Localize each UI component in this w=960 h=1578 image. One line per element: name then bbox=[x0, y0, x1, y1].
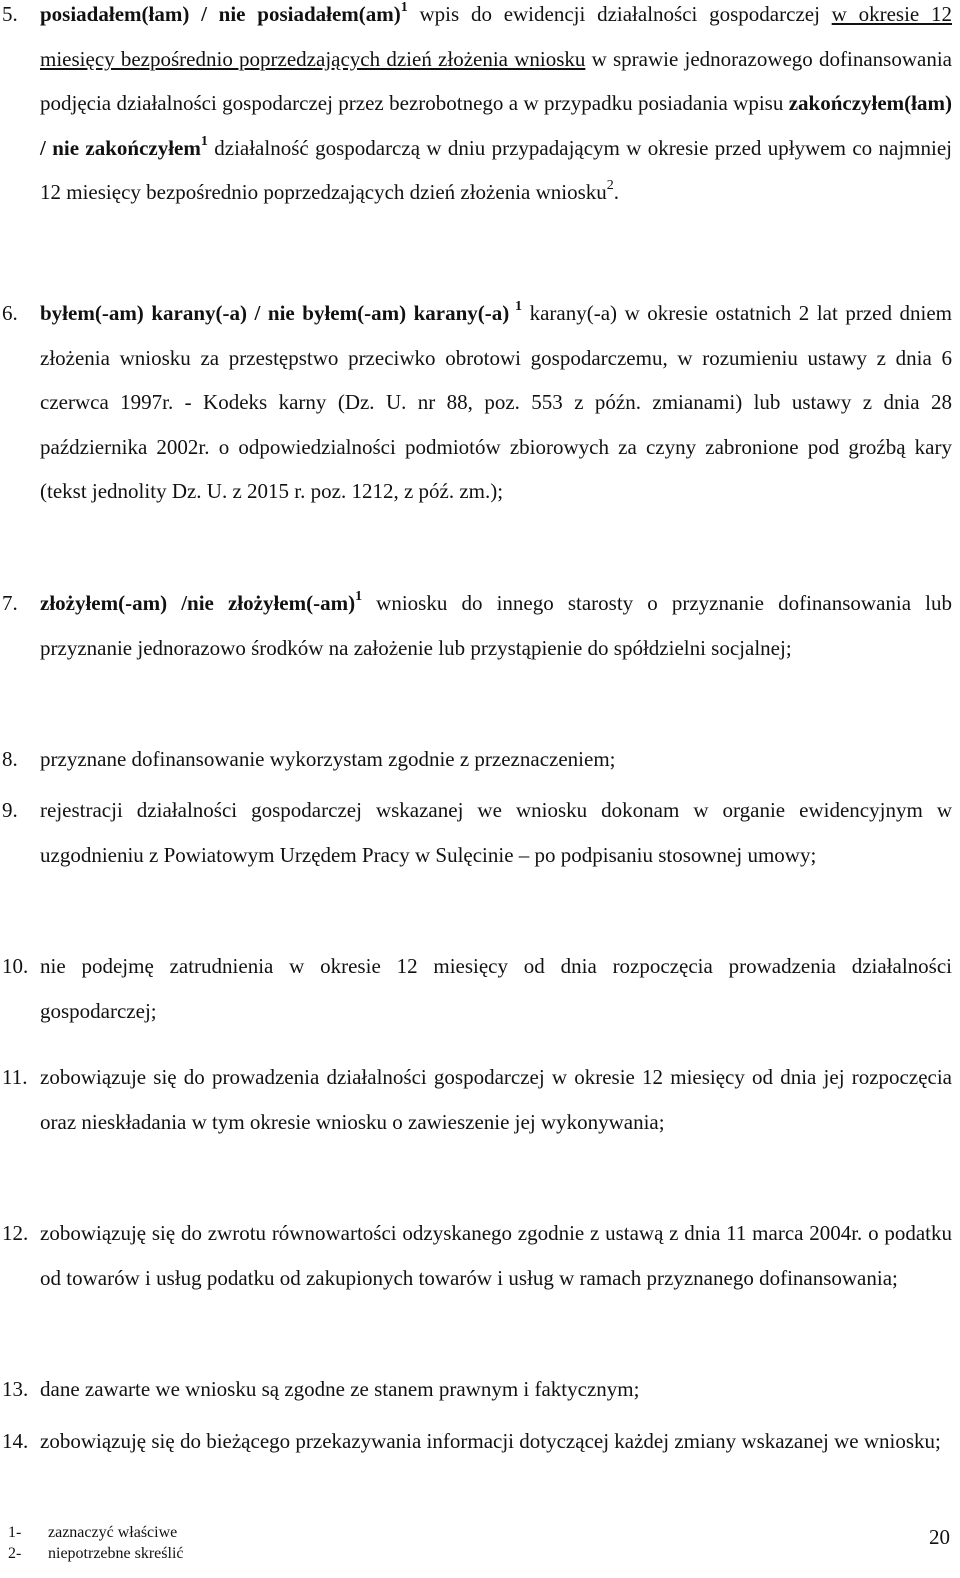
item-text bbox=[40, 291, 952, 514]
text-run: zobowiązuję się do zwrotu równowartości odzyskanego zgodnie z ustawą z dnia 11 marca 2004r. o podatku od towarów i usług podatku od zakupionych towarów i usług w ramach przyznanego dofinansowania; bbox=[40, 1221, 952, 1290]
text-run: . bbox=[613, 180, 620, 205]
item-text bbox=[40, 1211, 952, 1300]
item-text bbox=[40, 581, 952, 670]
text-run: 2 bbox=[606, 178, 614, 194]
text-run: wniosku do innego starosty o przyznanie dofinansowania lub przyznanie jednorazowo środków na założenie lub przystąpienie do spółdzielni socjalnej; bbox=[40, 591, 952, 660]
item-number: 12. bbox=[2, 1221, 29, 1245]
item-text bbox=[40, 1055, 952, 1144]
item-number: 7. bbox=[2, 591, 18, 615]
footnote-2 bbox=[8, 1543, 184, 1564]
item-number: 6. bbox=[2, 301, 18, 325]
footnote-number: 2- bbox=[8, 1545, 22, 1562]
page-number: 20 bbox=[929, 1525, 950, 1549]
text-run: zobowiązuje się do prowadzenia działalności gospodarczej w okresie 12 miesięcy od dnia jej rozpoczęcia oraz nieskładania w tym okresie wniosku o zawieszenie jej wykonywania; bbox=[40, 1065, 952, 1134]
text-run: 1 bbox=[509, 299, 523, 314]
text-run: byłem(-am) karany(-a) / nie byłem(-am) karany(-a) bbox=[40, 301, 510, 325]
item-number: 8. bbox=[2, 747, 18, 771]
list-item-10 bbox=[0, 944, 952, 1033]
text-run: zakończyłem(łam) / nie zakończyłem bbox=[40, 91, 952, 160]
item-text bbox=[40, 1367, 952, 1412]
list-item-5 bbox=[0, 0, 952, 215]
item-text bbox=[40, 1424, 952, 1458]
list-item-11 bbox=[0, 1055, 952, 1144]
text-run: działalność gospodarczą w dniu przypadającym w okresie przed upływem co najmniej 12 miesięcy bezpośrednio poprzedzających dzień złożenia wniosku bbox=[40, 135, 952, 205]
item-number: 11. bbox=[2, 1065, 28, 1089]
text-run: w okresie 12 miesięcy bezpośrednio poprzedzających dzień złożenia wniosku bbox=[40, 2, 952, 71]
list-item-7 bbox=[0, 581, 952, 670]
text-run: 1 bbox=[200, 133, 208, 149]
text-run: rejestracji działalności gospodarczej wskazanej we wniosku dokonam w organie ewidencyjnym w uzgodnieniu z Powiatowym Urzędem Pracy w Sulęcinie – po podpisaniu stosownej umowy; bbox=[40, 798, 952, 867]
list-item-8 bbox=[0, 737, 952, 782]
item-text bbox=[40, 737, 952, 782]
footnotes bbox=[8, 1522, 184, 1564]
item-number: 14. bbox=[2, 1429, 29, 1453]
item-number: 9. bbox=[2, 798, 18, 822]
list-item-12 bbox=[0, 1211, 952, 1300]
text-run: złożyłem(-am) /nie złożyłem(-am) bbox=[40, 591, 356, 615]
text-run: zobowiązuję się do bieżącego przekazywania informacji dotyczącej każdej zmiany wskazanej we wniosku; bbox=[40, 1429, 941, 1453]
list-item-6 bbox=[0, 291, 952, 514]
footnote-number: 1- bbox=[8, 1524, 22, 1541]
text-run: przyznane dofinansowanie wykorzystam zgodnie z przeznaczeniem; bbox=[40, 747, 616, 771]
item-number: 10. bbox=[2, 954, 29, 978]
item-number: 13. bbox=[2, 1377, 29, 1401]
text-run: wpis do ewidencji działalności gospodarczej bbox=[407, 2, 832, 26]
text-run: nie podejmę zatrudnienia w okresie 12 miesięcy od dnia rozpoczęcia prowadzenia działalności gospodarczej; bbox=[40, 954, 952, 1023]
item-text bbox=[40, 788, 952, 877]
item-text bbox=[40, 0, 952, 215]
text-run: karany(-a) w okresie ostatnich 2 lat przed dniem złożenia wniosku za przestępstwo przeciwko obrotowi gospodarczemu, w rozumieniu ustawy z dnia 6 czerwca 1997r. - Kodeks karny (Dz. U. nr 88, poz. 553 z późn. zmianami) lub ustawy z dnia 28 października 2002r. o odpowiedzialności podmiotów zbiorowych za czyny zabronione pod groźbą kary (tekst jednolity Dz. U. z 2015 r. poz. 1212, z póź. zm.); bbox=[40, 301, 953, 504]
text-run: 1 bbox=[355, 589, 363, 604]
footnote-text: niepotrzebne skreślić bbox=[48, 1545, 184, 1562]
item-text bbox=[40, 944, 952, 1033]
list-item-14 bbox=[0, 1424, 952, 1458]
text-run: posiadałem(łam) / nie posiadałem(am) bbox=[40, 2, 401, 26]
text-run: 1 bbox=[400, 0, 408, 15]
list-item-13 bbox=[0, 1367, 952, 1412]
list-item-9 bbox=[0, 788, 952, 877]
item-number: 5. bbox=[2, 2, 18, 26]
text-run: w sprawie jednorazowego dofinansowania podjęcia działalności gospodarczej przez bezrobotnego a w przypadku posiadania wpisu bbox=[40, 46, 952, 116]
text-run: dane zawarte we wniosku są zgodne ze stanem prawnym i faktycznym; bbox=[40, 1377, 640, 1401]
footnote-1 bbox=[8, 1522, 184, 1543]
footnote-text: zaznaczyć właściwe bbox=[48, 1524, 178, 1541]
